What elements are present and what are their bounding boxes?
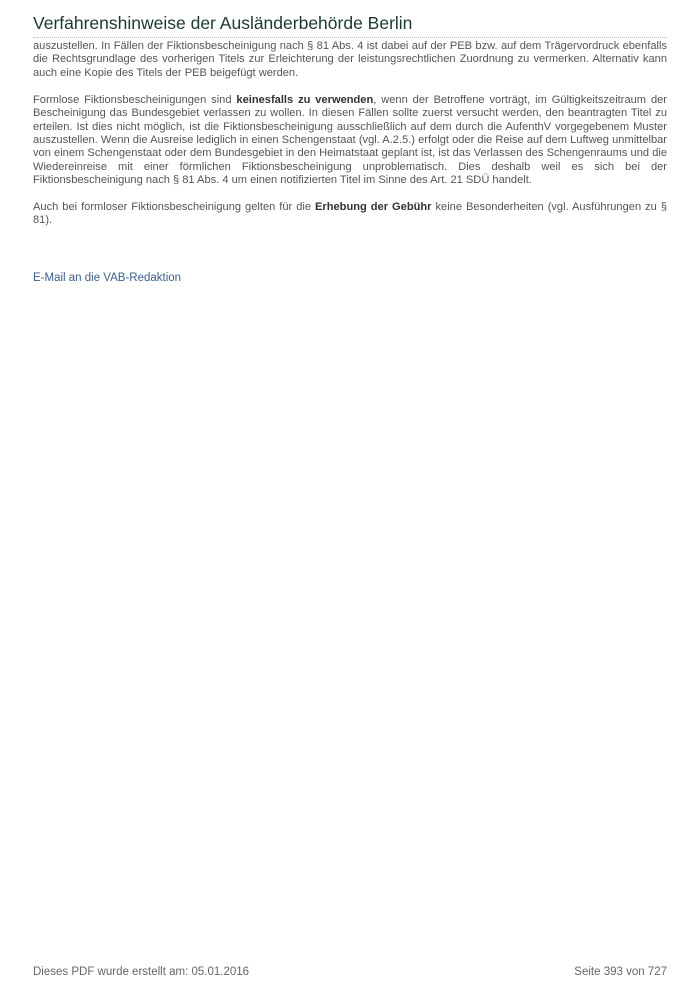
pdf-created-date: Dieses PDF wurde erstellt am: 05.01.2016 xyxy=(33,966,250,978)
page-number: Seite 393 von 727 xyxy=(574,966,667,978)
bold-emphasis: keinesfalls zu verwenden xyxy=(236,93,374,106)
bold-emphasis: Erhebung der Gebühr xyxy=(315,201,432,214)
paragraph-text: keine Besonderheiten (vgl. Ausführungen zu § 81). xyxy=(33,201,667,227)
paragraph xyxy=(33,40,667,80)
paragraph-text: Formlose Fiktionsbescheinigungen sind xyxy=(33,93,237,106)
header-divider xyxy=(33,37,667,38)
page-footer xyxy=(33,966,667,978)
paragraph-text: auszustellen. In Fällen der Fiktionsbescheinigung nach § 81 Abs. 4 ist dabei auf der PEB bzw. auf dem Trägervordruck ebenfalls die Rechtsgrundlage des vorherigen Titels zur Erleichterung der leistungsrechtlichen Zuordnung zu vermerken. Alternativ kann auch eine Kopie des Titels der PEB beigefügt werden. xyxy=(33,40,667,79)
page-header xyxy=(33,12,667,38)
paragraph xyxy=(33,201,667,228)
page-title: Verfahrenshinweise der Ausländerbehörde Berlin xyxy=(33,13,413,33)
email-editor-link[interactable]: E-Mail an die VAB-Redaktion xyxy=(33,272,182,284)
paragraph-text: , wenn der Betroffene vorträgt, im Gültigkeitszeitraum der Bescheinigung das Bundesgebiet verlassen zu wollen. In diesen Fällen sollte zuerst versucht werden, den beantragten Titel zu erteilen. Ist dies nicht möglich, ist die Fiktionsbescheinigung ausschließlich auf dem durch die AufenthV vorgegebenem Muster auszustellen. Wenn die Ausreise lediglich in einen Schengenstaat (vgl. A.2.5.) erfolgt oder die Reise auf dem Luftweg unmittelbar von einem Schengenstaat oder dem Bundesgebiet in den Heimatstaat geplant ist, ist das Verlassen des Schengenraums und die Wiedereinreise mit einer förmlichen Fiktionsbescheinigung unproblematisch. Dies deshalb weil es sich bei der Fiktionsbescheinigung nach § 81 Abs. 4 um einen notifizierten Titel im Sinne des Art. 21 SDÜ handelt. xyxy=(33,93,667,187)
paragraph-text: Auch bei formloser Fiktionsbescheinigung gelten für die xyxy=(33,201,316,214)
paragraph xyxy=(33,94,667,188)
document-body xyxy=(33,40,667,241)
